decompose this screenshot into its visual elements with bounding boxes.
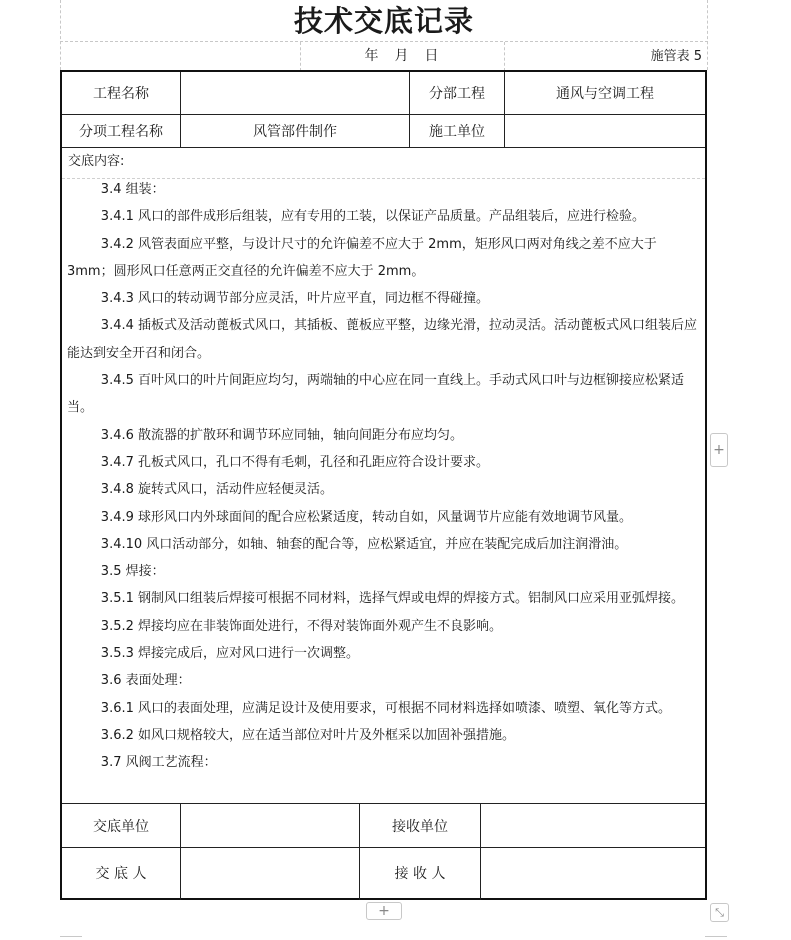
receiver-unit-label: 接收单位 <box>392 818 448 835</box>
content-label: 交底内容: <box>68 154 125 169</box>
content-paragraph: 3.6.2 如风口规格较大，应在适当部位对叶片及外框采以加固补强措施。 <box>100 727 516 743</box>
content-paragraph: 3.4.6 散流器的扩散环和调节环应同轴，轴向间距分布应均匀。 <box>100 427 464 443</box>
content-paragraph: 3.6.1 风口的表面处理，应满足设计及使用要求，可根据不同材料选择如喷漆、喷塑、氧化等方式。 <box>100 700 672 716</box>
grid-line <box>62 147 705 148</box>
receiver-person-label: 接 收 人 <box>394 866 446 882</box>
date-row <box>60 41 708 71</box>
form-number: 施管表 5 <box>650 49 702 64</box>
content-paragraph: 3.4 组装： <box>100 182 165 197</box>
date-field[interactable]: 年 月 日 <box>364 48 440 64</box>
date-row-divider <box>504 42 505 71</box>
page-corner-mark <box>705 936 727 937</box>
content-paragraph: 3.5 焊接： <box>100 564 165 580</box>
issuer-person-label: 交 底 人 <box>95 866 147 882</box>
add-column-button[interactable] <box>710 433 728 467</box>
page-corner-mark <box>60 936 82 937</box>
content-body[interactable] <box>67 176 703 777</box>
content-paragraph: 3.5.2 焊接均应在非装饰面处进行，不得对装饰面外观产生不良影响。 <box>100 618 503 634</box>
content-paragraph: 3.4.5 百叶风口的叶片间距应均匀，两端轴的中心应在同一直线上。手动式风口叶与边框铆接应松紧适当。 <box>67 373 685 416</box>
issuer-unit-label: 交底单位 <box>93 818 149 835</box>
content-paragraph: 3.7 风阀工艺流程： <box>100 755 217 771</box>
issuer-person-field[interactable] <box>181 848 359 898</box>
division-field[interactable]: 通风与空调工程 <box>556 86 654 102</box>
plus-icon: + <box>378 903 390 919</box>
contractor-label: 施工单位 <box>429 124 485 140</box>
division-label: 分部工程 <box>429 86 485 102</box>
resize-table-button[interactable] <box>710 903 729 922</box>
content-paragraph: 3.4.2 风管表面应平整，与设计尺寸的允许偏差不应大于 2mm，矩形风口两对角线之差不应大于 3mm；圆形风口任意两正交直径的允许偏差不应大于 2mm。 <box>67 236 661 279</box>
project-name-label: 工程名称 <box>93 86 149 102</box>
content-paragraph: 3.4.8 旋转式风口，活动件应轻便灵活。 <box>100 482 334 498</box>
content-paragraph: 3.4.4 插板式及活动蓖板式风口，其插板、蓖板应平整，边缘光滑，拉动灵活。活动蓖板式风口组装后应能达到安全开召和闭合。 <box>67 318 698 361</box>
receiver-unit-field[interactable] <box>481 804 705 847</box>
contractor-field[interactable] <box>505 115 705 147</box>
subitem-name-field[interactable]: 风管部件制作 <box>253 124 337 140</box>
plus-icon: + <box>713 442 725 458</box>
content-paragraph: 3.5.3 焊接完成后，应对风口进行一次调整。 <box>100 646 360 662</box>
document-title: 技术交底记录 <box>293 4 474 38</box>
content-paragraph: 3.4.1 风口的部件成形后组装，应有专用的工装，以保证产品质量。产品组装后，应进行检验。 <box>100 209 646 225</box>
content-paragraph: 3.4.10 风口活动部分，如轴、轴套的配合等，应松紧适宜，并应在装配完成后加注润滑油。 <box>100 536 628 552</box>
add-row-button[interactable] <box>366 902 402 920</box>
content-paragraph: 3.6 表面处理： <box>100 673 191 689</box>
content-paragraph: 3.4.7 孔板式风口，孔口不得有毛刺，孔径和孔距应符合设计要求。 <box>100 454 490 470</box>
content-paragraph: 3.4.3 风口的转动调节部分应灵活，叶片应平直，同边框不得碰撞。 <box>100 291 490 307</box>
disclosure-table <box>60 70 707 900</box>
receiver-person-field[interactable] <box>481 848 705 898</box>
subitem-name-label: 分项工程名称 <box>79 124 163 140</box>
resize-icon: ⤡ <box>715 905 724 919</box>
issuer-unit-field[interactable] <box>181 804 359 847</box>
content-paragraph: 3.4.9 球形风口内外球面间的配合应松紧适度，转动自如，风量调节片应能有效地调节风量。 <box>100 509 633 525</box>
content-paragraph: 3.5.1 钢制风口组装后焊接可根据不同材料，选择气焊或电焊的焊接方式。铝制风口应采用亚弧焊接。 <box>100 591 685 607</box>
project-name-field[interactable] <box>181 72 409 114</box>
